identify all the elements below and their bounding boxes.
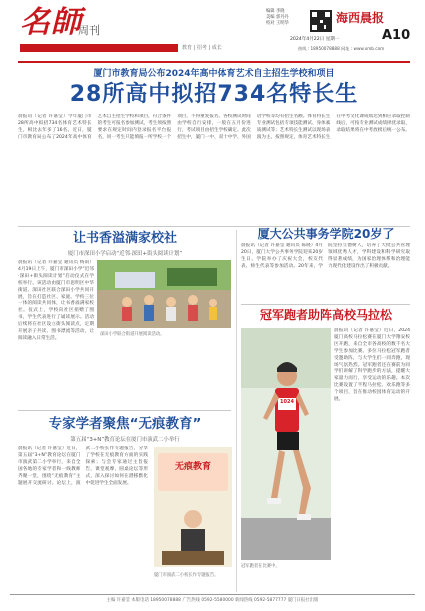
slogan-char: 师	[36, 55, 42, 61]
runner-illustration	[241, 328, 331, 560]
story4-body: 晨报讯（记者 许嘉莹 通讯员 陈晓）4月20日，厦门大学公共事务学院迎来20岁生日。学院举办了庆祝大会，校友代表、师生代表等参加活动。20年来，学院坚持立德树人，培养了大批公共管理领域优秀人才，学科建设和科学研究取得显著成绩，为国家治理体系和治理能力现代化建设作出了积极贡献。	[241, 243, 410, 269]
reading-event-illustration	[97, 260, 231, 328]
story5-photo	[241, 328, 331, 560]
editor-line: 美编 郭丹丹	[266, 14, 289, 20]
story5-body: 晨报讯（记者 许嘉莹）近日，2024厦门高校马拉松赛在厦门大学翔安校区开跑，来自全市各高校的数千名大学生参加比赛。多位马拉松冠军跑者受邀助阵，与大学生们一同奔跑，现场气氛热烈。冠军跑者还在赛前为同学们讲解了科学跑步的方法，提醒大家量力而行，享受运动的乐趣。本次比赛设置了半程马拉松、欢乐跑等多个项目，旨在推动校园体育运动的开展。	[334, 328, 410, 403]
contact-info: 热线 : 18950078888 网址 : www.xmb.com	[298, 46, 385, 51]
footer-divider	[10, 594, 415, 595]
section-divider	[18, 410, 231, 411]
story2-photo	[97, 260, 231, 328]
section-tags: 教育 | 招考 | 成长	[182, 45, 222, 51]
brand-name: 名師	[20, 5, 82, 40]
brand-sub: 周刊	[78, 24, 100, 37]
story3-subhead: 第五届“3+N”教育论坛在厦门市演武二小举行	[70, 437, 180, 443]
lead-body: 晨报讯（记者 许嘉莹）今年厦门市28所高中拟招734名体育艺术特长生，相比去年多了16名。近日，厦门市教育局公布了2024年高中体育艺术自主招生学校和项目，符合条件的考生可报名参加测试。考生须按照要求在规定时间内登录报名平台报名，同一考生只能填报一所学校一个项目，不得重复报名。各校测试时间由学校自行安排，一般在五月份进行，考试项目由招生学校确定。此次招生中，厦门一中、双十中学、外国语学校等均有招生名额。体育特长生专业测试包括专项技能测试、身体素质测试等；艺术特长生测试以现场表演为主。按照规定，体育艺术特长生在中考文化课成绩达到相应录取控制线后，可按专业测试成绩择优录取，录取结果将在中考放榜后统一公布。	[18, 114, 410, 140]
story5-headline: 冠军跑者助阵高校马拉松	[259, 308, 392, 322]
editor-line: 校对 王明华	[266, 20, 289, 26]
slogan-char: 良	[23, 55, 29, 61]
slogan-char: 成	[75, 55, 81, 61]
slogan-char: 益	[49, 55, 55, 61]
slogan-char: 伙	[101, 55, 107, 61]
story2-headline: 让书香溢满家校社	[72, 231, 177, 246]
column-divider	[236, 230, 237, 592]
masthead-divider	[18, 61, 410, 63]
lead-headline: 28所高中拟招734名特长生	[69, 82, 359, 107]
runner-bib-number: 1024	[280, 399, 294, 405]
story2-body-cont	[97, 339, 231, 406]
slogan-char: 友	[62, 55, 68, 61]
story2-body: 晨报讯（记者 许嘉莹 通讯员 杨雨）4月19日上午，厦门市深田小学“近邻·深田+街头阅读计划”启动仪式在学校举行。该活动由厦门市思明区中华街道、深田社区联合深田小学共同开展，旨在打造社区、家庭、学校三位一体的阅读共同体，让书香溢满家校社。仪式上，学校向社区捐赠了图书，学生代表进行了诵读展示。活动后续将在社区设立街头阅读点，定期开展亲子共读、图书漂流等活动，让阅读融入日常生活。	[18, 260, 94, 341]
slogan-char: 长	[88, 55, 94, 61]
story3-headline: 专家学者聚焦“无痕教育”	[48, 416, 202, 432]
story3-photo-label: 无痕教育	[174, 462, 211, 472]
story2-subhead: 厦门市深田小学启动“近邻·深田+街头阅读计划”	[67, 251, 183, 257]
newspaper-logo: 海西晨报	[336, 11, 385, 25]
section-divider	[241, 304, 410, 305]
masthead-brand	[20, 5, 125, 42]
page-number: A10	[382, 28, 411, 43]
story5-photo-caption: 冠军跑者在比赛中。	[241, 564, 280, 569]
slogan-bar	[20, 44, 178, 61]
editor-line: 编辑 李晓	[266, 9, 285, 14]
lead-kicker: 厦门市教育局公布2024年高中体育艺术自主招生学校和项目	[93, 69, 335, 79]
story4-headline: 厦大公共事务学院20岁了	[257, 227, 395, 241]
story3-photo	[154, 447, 232, 567]
slogan-char: 伴	[114, 55, 120, 61]
issue-date: 2024年4月22日 星期一	[290, 37, 340, 42]
story3-body: 晨报讯（记者 许嘉莹）近日，第五届“3+N”教育论坛在厦门市演武第二小学举行，来自全国各地的专家学者和一线教师齐聚一堂，围绕“无痕教育”主题展开交流研讨。论坛上，演武二小校长作专题报告，分享了学校在无痕教育方面的实践探索；与会专家通过主旨报告、课堂观摩、圆桌论坛等形式，深入探讨如何在潜移默化中促进学生全面发展。	[18, 446, 148, 486]
editor-info	[266, 9, 289, 27]
story2-photo-caption: 深田小学联合街道开展阅读活动。	[100, 332, 165, 337]
qr-code-icon	[310, 10, 332, 32]
footer-info: 主编 许嘉莹 本版电话 18950078888 广告热线 0592-5580000 新闻热线 0592-5877777 厦门日报社出版	[106, 598, 319, 603]
story3-photo-caption: 厦门市演武二小校长作专题报告。	[154, 573, 219, 578]
